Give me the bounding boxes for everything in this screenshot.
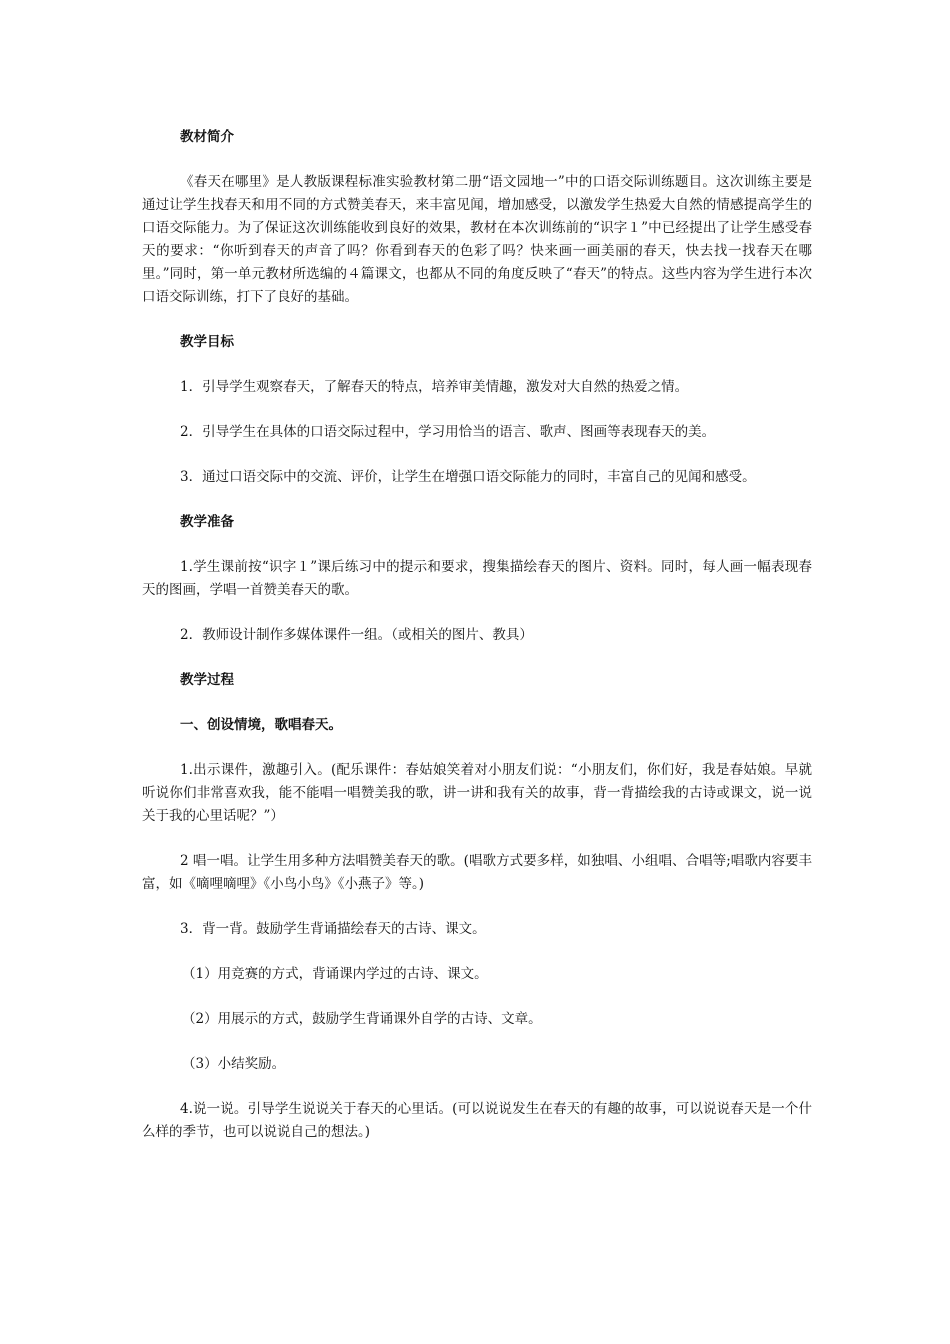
process-step-1: 1.出示课件，激趣引入。(配乐课件：春姑娘笑着对小朋友们说：“小朋友们，你们好，我是春姑娘。早就听说你们非常喜欢我，能不能唱一唱赞美我的歌，讲一讲和我有关的故事，背一背描绘我的古诗或课文，说一说关于我的心里话呢？”） [142,762,812,824]
prep-item-1: 1.学生课前按“识字１”课后练习中的提示和要求，搜集描绘春天的图片、资料。同时，每人画一幅表现春天的图画，学唱一首赞美春天的歌。 [142,559,812,598]
process-step-3: 3．背一背。鼓励学生背诵描绘春天的古诗、课文。 [180,921,486,937]
goal-item-3: 3．通过口语交际中的交流、评价，让学生在增强口语交际能力的同时，丰富自己的见闻和感受。 [180,469,756,485]
process-heading: 教学过程 [180,672,234,688]
goals-heading: 教学目标 [180,334,234,350]
prep-heading: 教学准备 [180,514,234,530]
prep-item-2: 2．教师设计制作多媒体课件一组。（或相关的图片、教具） [180,627,533,643]
goal-item-1: 1．引导学生观察春天，了解春天的特点，培养审美情趣，激发对大自然的热爱之情。 [180,379,689,395]
goal-item-2: 2．引导学生在具体的口语交际过程中，学习用恰当的语言、歌声、图画等表现春天的美。 [180,424,716,440]
intro-heading: 教材简介 [180,129,234,145]
process-substep-1: （1）用竞赛的方式，背诵课内学过的古诗、课文。 [182,966,488,982]
process-substep-2: （2）用展示的方式，鼓励学生背诵课外自学的古诗、文章。 [182,1011,542,1027]
process-step-2: 2 唱一唱。让学生用多种方法唱赞美春天的歌。(唱歌方式要多样，如独唱、小组唱、合唱等;唱歌内容要丰富，如《嘀哩嘀哩》《小鸟小鸟》《小燕子》等。) [142,853,812,892]
process-part1-title: 一、创设情境，歌唱春天。 [180,717,342,733]
intro-paragraph: 《春天在哪里》是人教版课程标准实验教材第二册“语文园地一”中的口语交际训练题目。这次训练主要是通过让学生找春天和用不同的方式赞美春天，来丰富见闻，增加感受，以激发学生热爱大自然的情感提高学生的口语交际能力。为了保证这次训练能收到良好的效果，教材在本次训练前的“识字１”中已经提出了让学生感受春天的要求：“你听到春天的声音了吗？你看到春天的色彩了吗？快来画一画美丽的春天，快去找一找春天在哪里。”同时，第一单元教材所选编的４篇课文，也都从不同的角度反映了“春天”的特点。这些内容为学生进行本次口语交际训练，打下了良好的基础。 [142,174,812,305]
document-page [142,126,812,1166]
process-step-4: 4.说一说。引导学生说说关于春天的心里话。(可以说说发生在春天的有趣的故事，可以说说春天是一个什么样的季节，也可以说说自己的想法。) [142,1101,812,1140]
process-substep-3: （3）小结奖励。 [182,1056,286,1072]
